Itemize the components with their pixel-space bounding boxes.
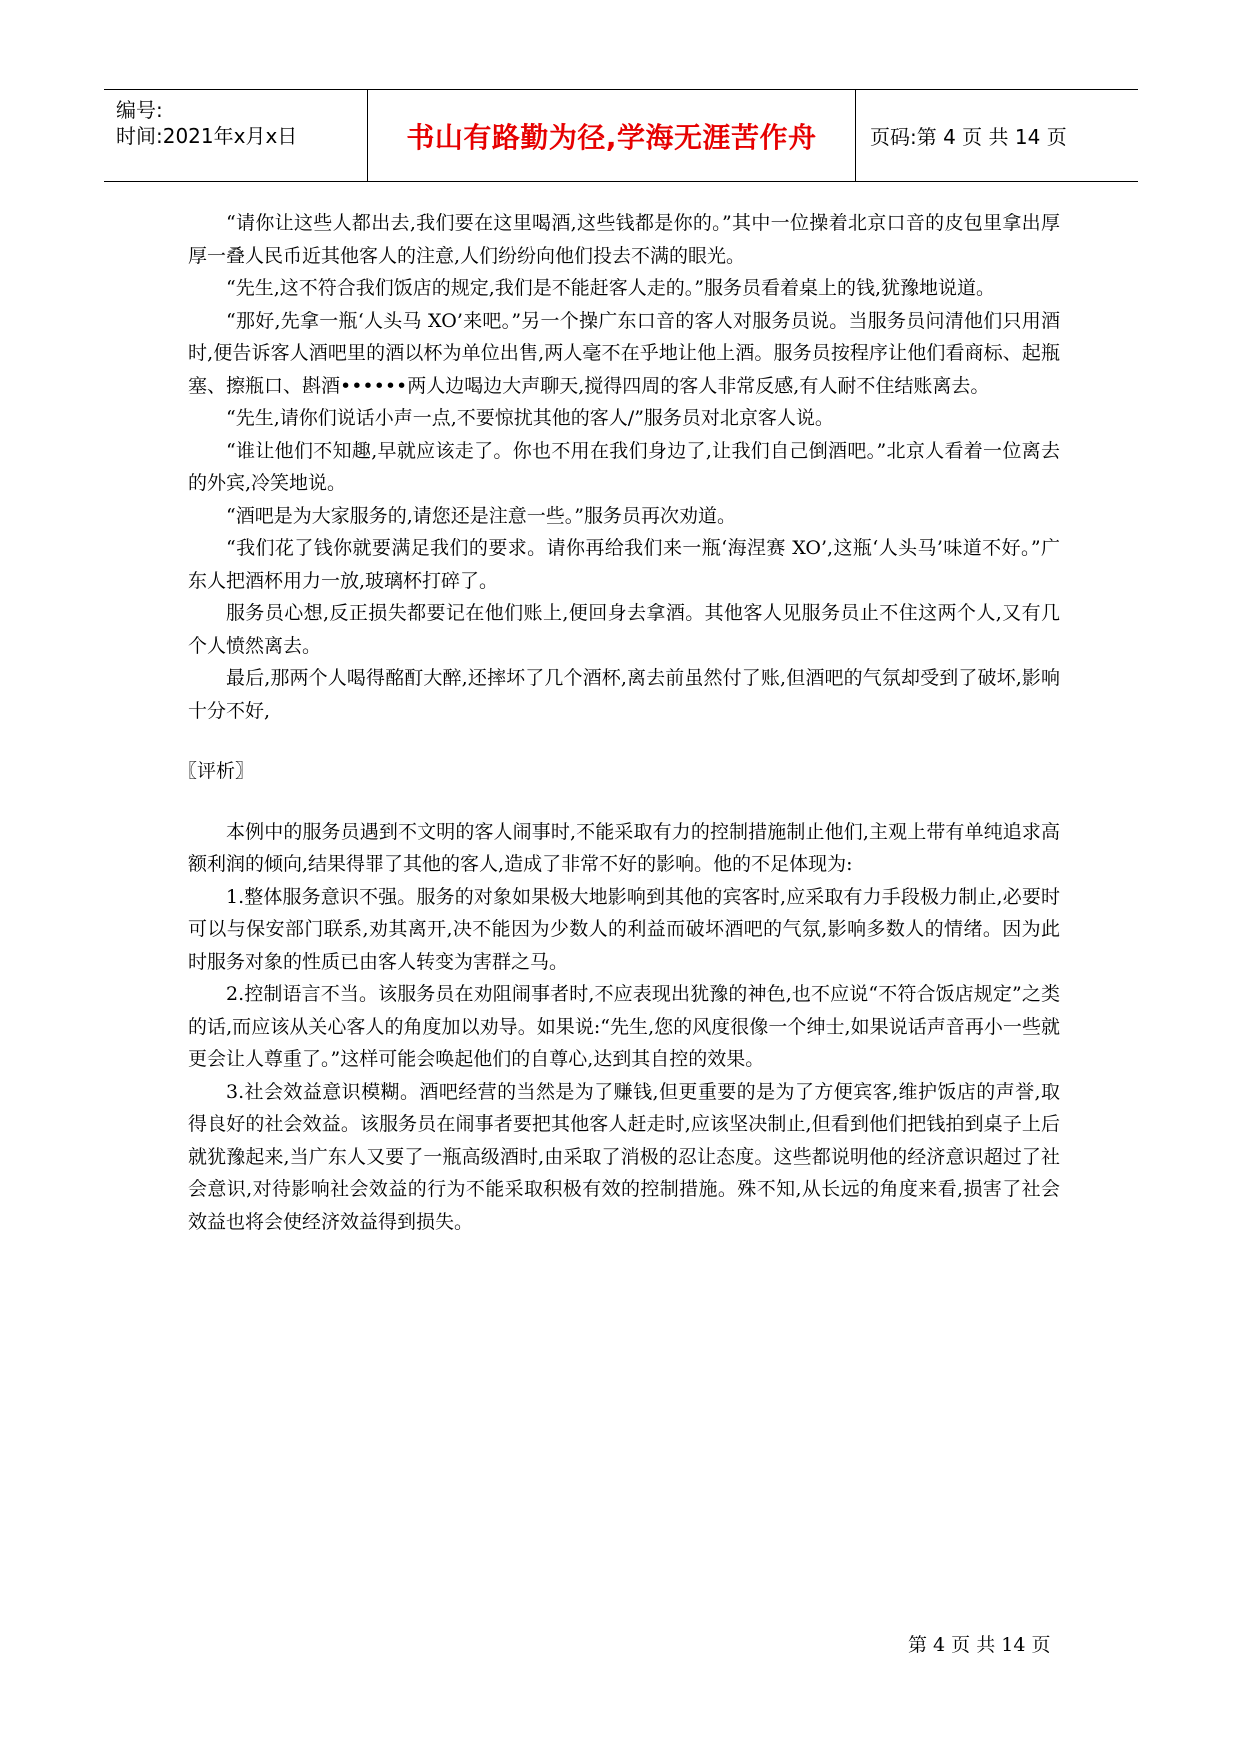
- analysis-point-2: 2.控制语言不当。该服务员在劝阻闹事者时,不应表现出犹豫的神色,也不应说“不符合饭店规定”之类的话,而应该从关心客人的角度加以劝导。如果说:“先生,您的风度很像一个绅士,如果说话声音再小一些就更会让人尊重了。”这样可能会唤起他们的自尊心,达到其自控的效果。: [188, 983, 1060, 1070]
- document-number-label: 编号:: [116, 98, 163, 122]
- analysis-point-3: 3.社会效益意识模糊。酒吧经营的当然是为了赚钱,但更重要的是为了方便宾客,维护饭店的声誉,取得良好的社会效益。该服务员在闹事者要把其他客人赶走时,应该坚决制止,但看到他们把钱拍到桌子上后就犹豫起来,当广东人又要了一瓶高级酒时,由采取了消极的忍让态度。这些都说明他的经济意识超过了社会意识,对待影响社会效益的行为不能采取积极有效的控制措施。殊不知,从长远的角度来看,损害了社会效益也将会使经济效益得到损失。: [188, 1080, 1060, 1233]
- story-paragraph-2: “先生,这不符合我们饭店的规定,我们是不能赶客人走的。”服务员看着桌上的钱,犹豫地说道。: [226, 277, 996, 299]
- story-paragraph-1: “请你让这些人都出去,我们要在这里喝酒,这些钱都是你的。”其中一位操着北京口音的皮包里拿出厚厚一叠人民币近其他客人的注意,人们纷纷向他们投去不满的眼光。: [188, 212, 1060, 267]
- header-motto-cell: [368, 90, 856, 181]
- analysis-section-title: 〖评析〗: [178, 760, 255, 782]
- document-body: [178, 207, 1060, 1238]
- story-paragraph-7: “我们花了钱你就要满足我们的要求。请你再给我们来一瓶‘海涅赛 XO’,这瓶‘人头马’味道不好。”广东人把酒杯用力一放,玻璃杯打碎了。: [188, 537, 1060, 592]
- page-footer: 第 4 页 共 14 页: [908, 1634, 1051, 1656]
- story-paragraph-6: “酒吧是为大家服务的,请您还是注意一些。”服务员再次劝道。: [226, 504, 736, 527]
- story-paragraph-5: “谁让他们不知趣,早就应该走了。你也不用在我们身边了,让我们自己倒酒吧。”北京人看着一位离去的外宾,冷笑地说。: [188, 439, 1060, 494]
- page-header-table: [104, 89, 1138, 182]
- analysis-paragraph-intro: 本例中的服务员遇到不文明的客人闹事时,不能采取有力的控制措施制止他们,主观上带有单纯追求高额利润的倾向,结果得罪了其他的客人,造成了非常不好的影响。他的不足体现为:: [188, 820, 1060, 875]
- document-time-label: 时间:2021年x月x日: [116, 124, 298, 148]
- story-paragraph-9: 最后,那两个人喝得酩酊大醉,还摔坏了几个酒杯,离去前虽然付了账,但酒吧的气氛却受到了破坏,影响十分不好,: [188, 667, 1060, 722]
- header-motto: 书山有路勤为径,学海无涯苦作舟: [406, 120, 817, 154]
- story-paragraph-8: 服务员心想,反正损失都要记在他们账上,便回身去拿酒。其他客人见服务员止不住这两个人,又有几个人愤然离去。: [188, 602, 1060, 657]
- story-paragraph-4: “先生,请你们说话小声一点,不要惊扰其他的客人/”服务员对北京客人说。: [226, 407, 834, 429]
- header-page-cell: [856, 90, 1138, 181]
- story-paragraph-3: “那好,先拿一瓶‘人头马 XO’来吧。”另一个操广东口音的客人对服务员说。当服务员问清他们只用酒时,便告诉客人酒吧里的酒以杯为单位出售,两人毫不在乎地让他上酒。服务员按程序让他们看商标、起瓶塞、擦瓶口、斟酒••••••两人边喝边大声聊天,搅得四周的客人非常反感,有人耐不住结账离去。: [188, 309, 1060, 397]
- header-page-code: 页码:第 4 页 共 14 页: [870, 125, 1067, 149]
- header-info-cell: [104, 90, 368, 181]
- analysis-point-1: 1.整体服务意识不强。服务的对象如果极大地影响到其他的宾客时,应采取有力手段极力制止,必要时可以与保安部门联系,劝其离开,决不能因为少数人的利益而破坏酒吧的气氛,影响多数人的情绪。因为此时服务对象的性质已由客人转变为害群之马。: [188, 885, 1060, 973]
